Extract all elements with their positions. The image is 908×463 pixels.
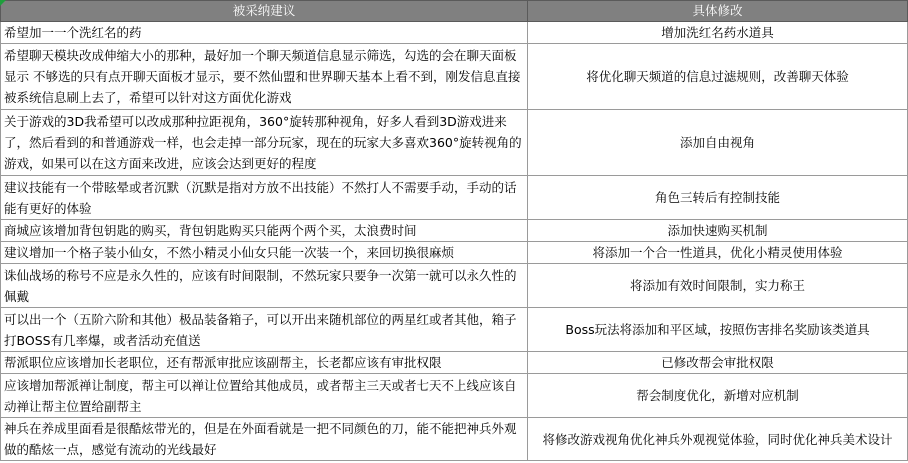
suggestion-cell[interactable]: 应该增加帮派禅让制度，帮主可以禅让位置给其他成员，或者帮主三天或者七天不上线应该自动禅让帮主位置给副帮主 [1,374,528,418]
table-row [1,176,908,220]
suggestion-cell[interactable]: 希望加一一个洗红名的药 [1,22,528,44]
suggestion-cell[interactable]: 商城应该增加背包钥匙的购买，背包钥匙购买只能两个两个买，太浪费时间 [1,220,528,242]
change-cell[interactable]: 添加自由视角 [528,110,908,176]
suggestion-cell[interactable]: 神兵在养成里面看是很酷炫带光的，但是在外面看就是一把不同颜色的刀，能不能把神兵外观做的酷炫一点，感觉有流动的光线最好 [1,418,528,461]
suggestion-cell[interactable]: 建议技能有一个带眩晕或者沉默（沉默是指对方放不出技能）不然打人不需要手动，手动的话能有更好的体验 [1,176,528,220]
change-cell[interactable]: 已修改帮会审批权限 [528,352,908,374]
change-cell[interactable]: 将优化聊天频道的信息过滤规则，改善聊天体验 [528,44,908,110]
suggestion-cell[interactable]: 关于游戏的3D我希望可以改成那种拉距视角，360°旋转那种视角，好多人看到3D游戏进来了，然后看到的和普通游戏一样，也会走掉一部分玩家，现在的玩家大多喜欢360°旋转视角的游戏，如果可以在这方面来改进，应该会达到更好的程度 [1,110,528,176]
table-row [1,220,908,242]
change-cell[interactable]: 将添加有效时间限制，实力称王 [528,264,908,308]
table-row [1,22,908,44]
table-row [1,44,908,110]
suggestion-cell[interactable]: 希望聊天模块改成伸缩大小的那种，最好加一个聊天频道信息显示筛选，勾选的会在聊天面板显示 不够选的只有点开聊天面板才显示，要不然仙盟和世界聊天基本上看不到，刚发信息直接被系统信息刷上去了，希望可以针对这方面优化游戏 [1,44,528,110]
table-row [1,374,908,418]
table-row [1,418,908,461]
change-cell[interactable]: 将修改游戏视角优化神兵外观视觉体验，同时优化神兵美术设计 [528,418,908,461]
table-row [1,352,908,374]
header-specific-change[interactable]: 具体修改 [528,1,908,22]
suggestion-cell[interactable]: 帮派职位应该增加长老职位，还有帮派审批应该副帮主，长老都应该有审批权限 [1,352,528,374]
table-row [1,110,908,176]
change-cell[interactable]: 添加快速购买机制 [528,220,908,242]
table-row [1,264,908,308]
suggestion-cell[interactable]: 建议增加一个格子装小仙女，不然小精灵小仙女只能一次装一个，来回切换很麻烦 [1,242,528,264]
cell-corner-marker [0,0,6,6]
change-cell[interactable]: Boss玩法将添加和平区域，按照伤害排名奖励该类道具 [528,308,908,352]
suggestion-cell[interactable]: 诛仙战场的称号不应是永久性的，应该有时间限制，不然玩家只要争一次第一就可以永久性的佩戴 [1,264,528,308]
change-cell[interactable]: 角色三转后有控制技能 [528,176,908,220]
change-cell[interactable]: 帮会制度优化，新增对应机制 [528,374,908,418]
change-cell[interactable]: 将添加一个合一性道具，优化小精灵使用体验 [528,242,908,264]
table-header-row [1,1,908,22]
table-row [1,308,908,352]
table-row [1,242,908,264]
header-adopted-suggestion[interactable]: 被采纳建议 [1,1,528,22]
change-cell[interactable]: 增加洗红名药水道具 [528,22,908,44]
suggestion-cell[interactable]: 可以出一个（五阶六阶和其他）极品装备箱子，可以开出来随机部位的两星红或者其他，箱子打BOSS有几率爆，或者活动充值送 [1,308,528,352]
